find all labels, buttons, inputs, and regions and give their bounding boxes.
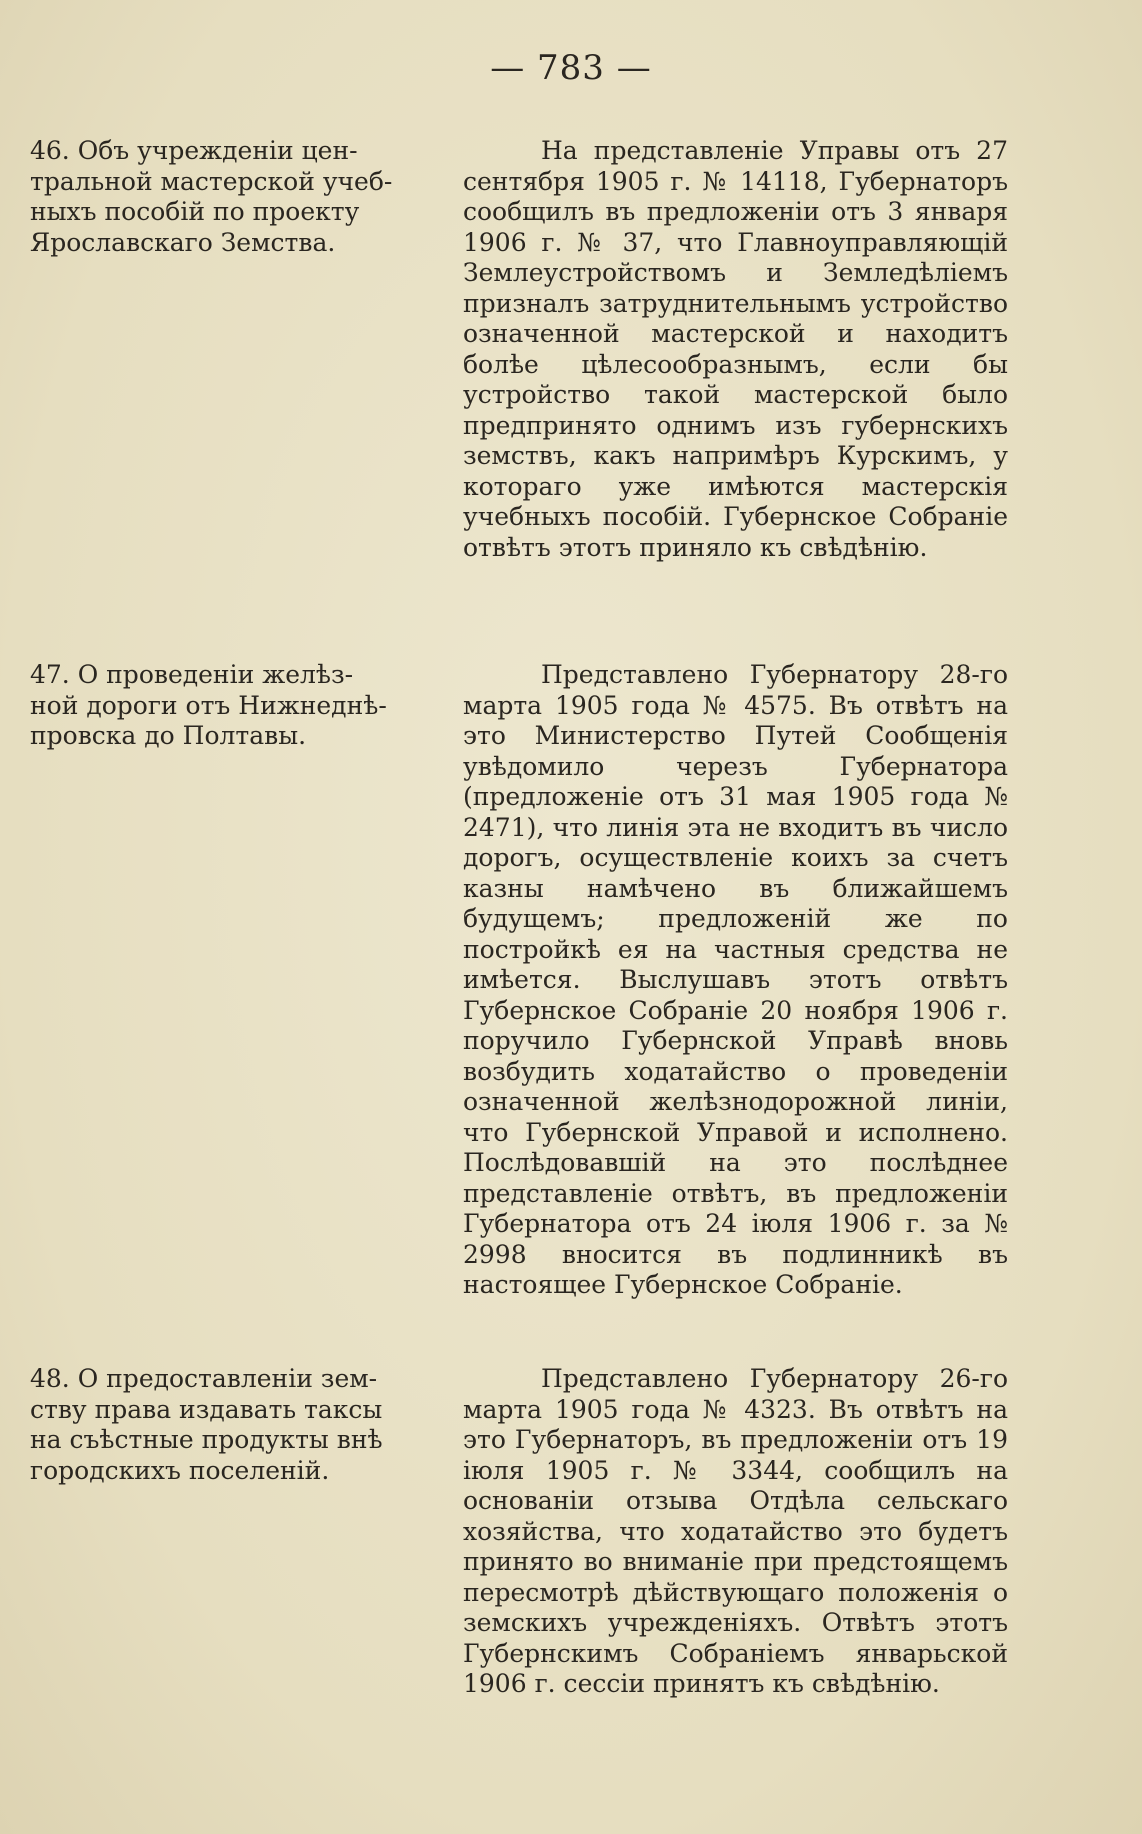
entry-title	[30, 1364, 400, 1486]
entry-title	[30, 660, 400, 752]
entry-title-line: провска до Полтавы.	[30, 721, 307, 750]
entry-title-line: тральной мастерской учеб-	[30, 166, 393, 196]
entry-title-line: на съѣстные продукты внѣ	[30, 1425, 383, 1454]
entry-title-line: городскихъ поселеній.	[30, 1455, 330, 1485]
entry-title-line: Ярославскаго Земства.	[30, 227, 336, 257]
entry-title-line: 47. О проведеніи желѣз-	[30, 660, 354, 689]
entry-title-line: ной дороги отъ Нижнеднѣ-	[30, 690, 387, 720]
entry-title-line: ству права издавать таксы	[30, 1394, 383, 1424]
entry-body: Представлено Губернатору 26-го марта 1905 года № 4323. Въ отвѣтъ на это Губернаторъ, въ предложеніи отъ 19 іюля 1905 г. № 3344, сообщилъ на основаніи отзыва Отдѣла сельскаго хозяйства, что ходатайство это будетъ принято во вниманіе при предстоящемъ пересмотрѣ дѣйствующаго положенія о земскихъ учрежденіяхъ. Отвѣтъ этотъ Губернскимъ Собраніемъ январьской 1906 г. сессіи принятъ къ свѣдѣнію.	[463, 1364, 1008, 1698]
entry-body: На представленіе Управы отъ 27 сентября 1905 г. № 14118, Губернаторъ сообщилъ въ предложеніи отъ 3 января 1906 г. № 37, что Главноуправляющій Землеустройствомъ и Земледѣліемъ призналъ затруднительнымъ устройство означенной мастерской и находитъ болѣе цѣлесообразнымъ, если бы устройство такой мастерской было предпринято однимъ изъ губернскихъ земствъ, какъ напримѣръ Курскимъ, у котораго уже имѣются мастерскія учебныхъ пособій. Губернское Собраніе отвѣтъ этотъ приняло къ свѣдѣнію.	[463, 136, 1008, 562]
entry-title-line: 46. Объ учрежденіи цен-	[30, 136, 358, 165]
page-number: — 783 —	[490, 48, 652, 88]
entry-title-line: ныхъ пособій по проекту	[30, 197, 360, 226]
entry-title	[30, 136, 400, 258]
entry-body: Представлено Губернатору 28-го марта 1905 года № 4575. Въ отвѣтъ на это Министерство Путей Сообщенія увѣдомило черезъ Губернатора (предложеніе отъ 31 мая 1905 года № 2471), что линія эта не входитъ въ число дорогъ, осуществленіе коихъ за счетъ казны намѣчено въ ближайшемъ будущемъ; предложеній же по постройкѣ ея на частныя средства не имѣется. Выслушавъ этотъ отвѣтъ Губернское Собраніе 20 ноября 1906 г. поручило Губернской Управѣ вновь возбудить ходатайство о проведеніи означенной желѣзнодорожной линіи, что Губернской Управой и исполнено. Послѣдовавшій на это послѣднее представленіе отвѣтъ, въ предложеніи Губернатора отъ 24 іюля 1906 г. за № 2998 вносится въ подлинникѣ въ настоящее Губернское Собраніе.	[463, 660, 1008, 1299]
entry-title-line: 48. О предоставленіи зем-	[30, 1364, 378, 1393]
